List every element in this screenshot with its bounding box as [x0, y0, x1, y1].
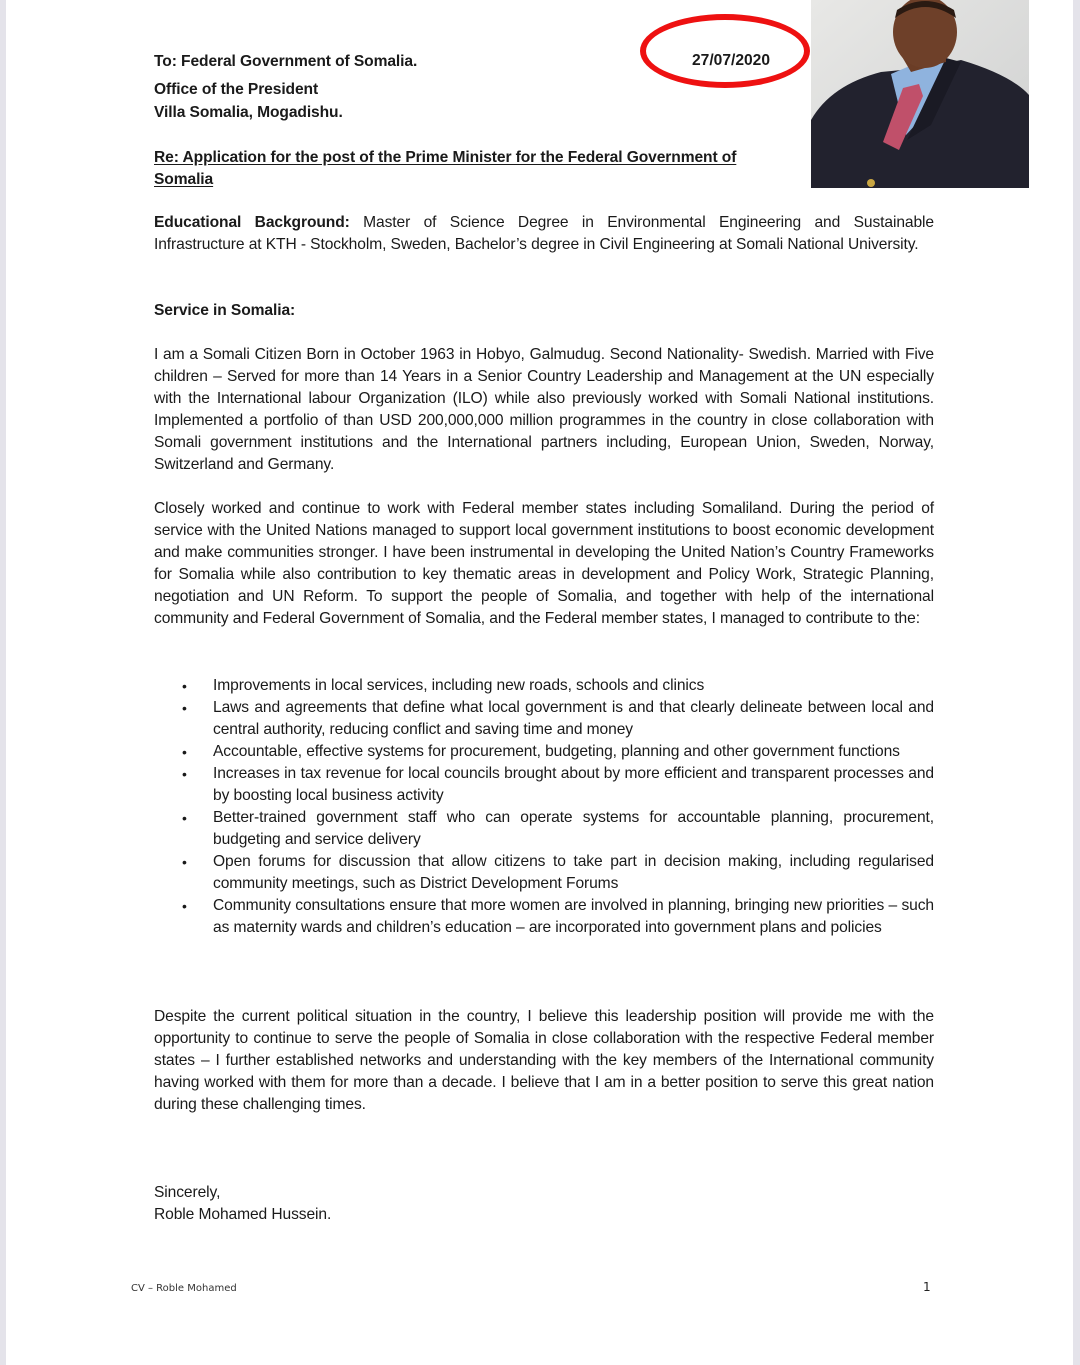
recipient-line-1: To: Federal Government of Somalia.	[154, 53, 418, 70]
contributions-list	[154, 675, 934, 939]
date-annotation	[640, 14, 810, 86]
list-item: • Accountable, effective systems for procurement, budgeting, planning and other government functions	[154, 741, 934, 763]
footer-label: CV – Roble Mohamed	[131, 1283, 237, 1294]
signature-name: Roble Mohamed Hussein.	[154, 1206, 332, 1223]
list-item: • Improvements in local services, including new roads, schools and clinics	[154, 675, 934, 697]
education-label: Educational Background:	[154, 214, 350, 231]
document-page	[6, 0, 1073, 1365]
applicant-photo	[811, 0, 1029, 188]
list-item: • Community consultations ensure that more women are involved in planning, bringing new priorities – such as maternity wards and children’s education – are incorporated into government plans and policies	[154, 895, 934, 939]
list-item: • Open forums for discussion that allow citizens to take part in decision making, including regularised community meetings, such as District Development Forums	[154, 851, 934, 895]
education-section	[154, 212, 934, 256]
red-ellipse-annotation	[640, 14, 810, 88]
education-text: Master of Science Degree in Environmental Engineering and Sustainable Infrastructure at KTH - Stockholm, Sweden, Bachelor’s degree in Civil Engineering at Somali National University.	[154, 214, 934, 253]
closing-salutation: Sincerely,	[154, 1184, 221, 1201]
recipient-line-2: Office of the President	[154, 81, 319, 98]
list-item: • Better-trained government staff who can operate systems for accountable planning, procurement, budgeting and service delivery	[154, 807, 934, 851]
paragraph-un-service: Closely worked and continue to work with Federal member states including Somaliland. During the period of service with the United Nations managed to support local government institutions to boost economic development and make communities stronger. I have been instrumental in developing the United Nation’s Country Frameworks for Somalia while also contribution to key thematic areas in development and Policy Work, Strategic Planning, negotiation and UN Reform. To support the people of Somalia, and together with help of the international community and Federal Government of Somalia, and the Federal member states, I managed to contribute to the:	[154, 500, 934, 627]
list-item: • Increases in tax revenue for local councils brought about by more efficient and transparent processes and by boosting local business activity	[154, 763, 934, 807]
service-heading: Service in Somalia:	[154, 302, 296, 319]
paragraph-background: I am a Somali Citizen Born in October 1963 in Hobyo, Galmudug. Second Nationality- Swedish. Married with Five children – Served for more than 14 Years in a Senior Country Leadership and Management at the UN especially with the International labour Organization (ILO) while also previously worked with Somali National institutions. Implemented a portfolio of than USD 200,000,000 million programmes in the country in close collaboration with Somali government institutions and the International partners including, European Union, Sweden, Norway, Switzerland and Germany.	[154, 346, 968, 473]
letter-subject: Re: Application for the post of the Prime Minister for the Federal Government of Somalia	[154, 149, 737, 188]
recipient-line-3: Villa Somalia, Mogadishu.	[154, 104, 343, 121]
portrait-image	[811, 0, 1029, 188]
paragraph-conclusion: Despite the current political situation in the country, I believe this leadership position will provide me with the opportunity to continue to serve the people of Somalia in close collaboration with the respective Federal member states – I further established networks and understanding with the key members of the International community having worked with them for more than a decade. I believe that I am in a better position to serve this great nation during these challenging times.	[154, 1008, 934, 1113]
page-number: 1	[923, 1280, 931, 1294]
letter-date: 27/07/2020	[691, 52, 771, 69]
list-item: • Laws and agreements that define what local government is and that clearly delineate between local and central authority, reducing conflict and saving time and money	[154, 697, 934, 741]
